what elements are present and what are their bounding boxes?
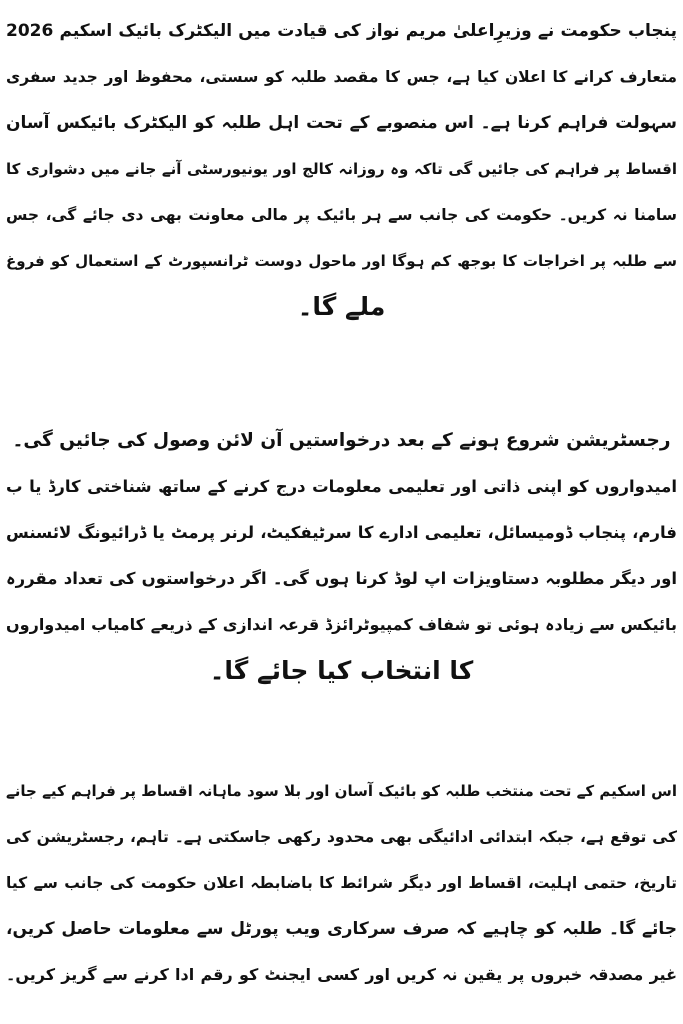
- text-line: جائے گا۔ طلبہ کو چاہیے کہ صرف سرکاری ویب پورٹل سے معلومات حاصل کریں،: [6, 919, 677, 939]
- text-line: امیدواروں کو اپنی ذاتی اور تعلیمی معلومات درج کرنے کے ساتھ شناختی کارڈ یا ب: [6, 477, 677, 496]
- text-line: فارم، پنجاب ڈومیسائل، تعلیمی ادارے کا سرٹیفکیٹ، لرنر پرمٹ یا ڈرائیونگ لائسنس: [6, 523, 677, 542]
- paragraph-installments: [6, 768, 677, 998]
- text-line: اس اسکیم کے تحت منتخب طلبہ کو بائیک آسان اور بلا سود ماہانہ اقساط پر فراہم کیے جانے: [6, 782, 677, 800]
- text-line: سامنا نہ کریں۔ حکومت کی جانب سے ہر بائیک پر مالی معاونت بھی دی جائے گی، جس: [6, 206, 677, 224]
- text-line: ملے گا۔: [297, 292, 386, 321]
- text-line: کا انتخاب کیا جائے گا۔: [209, 656, 474, 685]
- text-line: تاریخ، حتمی اہلیت، اقساط اور دیگر شرائط کا باضابطہ اعلان حکومت کی جانب سے کیا: [6, 874, 677, 892]
- text-line: رجسٹریشن شروع ہونے کے بعد درخواستیں آن لائن وصول کی جائیں گی۔: [12, 430, 671, 451]
- text-line: اقساط پر فراہم کی جائیں گی تاکہ وہ روزانہ کالج اور یونیورسٹی آنے جانے میں دشواری کا: [6, 160, 677, 178]
- text-line: کی توقع ہے، جبکہ ابتدائی ادائیگی بھی محدود رکھی جاسکتی ہے۔ تاہم، رجسٹریشن کی: [6, 828, 677, 846]
- paragraph-announcement: [6, 8, 677, 330]
- text-line: اور دیگر مطلوبہ دستاویزات اپ لوڈ کرنا ہوں گی۔ اگر درخواستوں کی تعداد مقررہ: [6, 569, 677, 588]
- text-line: متعارف کرانے کا اعلان کیا ہے، جس کا مقصد طلبہ کو سستی، محفوظ اور جدید سفری: [6, 68, 677, 86]
- article-body: [6, 8, 677, 998]
- text-line: پنجاب حکومت نے وزیرِاعلیٰ مریم نواز کی قیادت میں الیکٹرک بائیک اسکیم 2026: [6, 21, 677, 41]
- text-line: غیر مصدقہ خبروں پر یقین نہ کریں اور کسی ایجنٹ کو رقم ادا کرنے سے گریز کریں۔: [6, 965, 677, 984]
- text-line: بائیکس سے زیادہ ہوئی تو شفاف کمپیوٹرائزڈ قرعہ اندازی کے ذریعے کامیاب امیدواروں: [6, 615, 677, 634]
- paragraph-registration: [6, 418, 677, 694]
- text-line: سہولت فراہم کرنا ہے۔ اس منصوبے کے تحت اہل طلبہ کو الیکٹرک بائیکس آسان: [6, 113, 677, 133]
- text-line: سے طلبہ پر اخراجات کا بوجھ کم ہوگا اور ماحول دوست ٹرانسپورٹ کے استعمال کو فروغ: [6, 252, 677, 270]
